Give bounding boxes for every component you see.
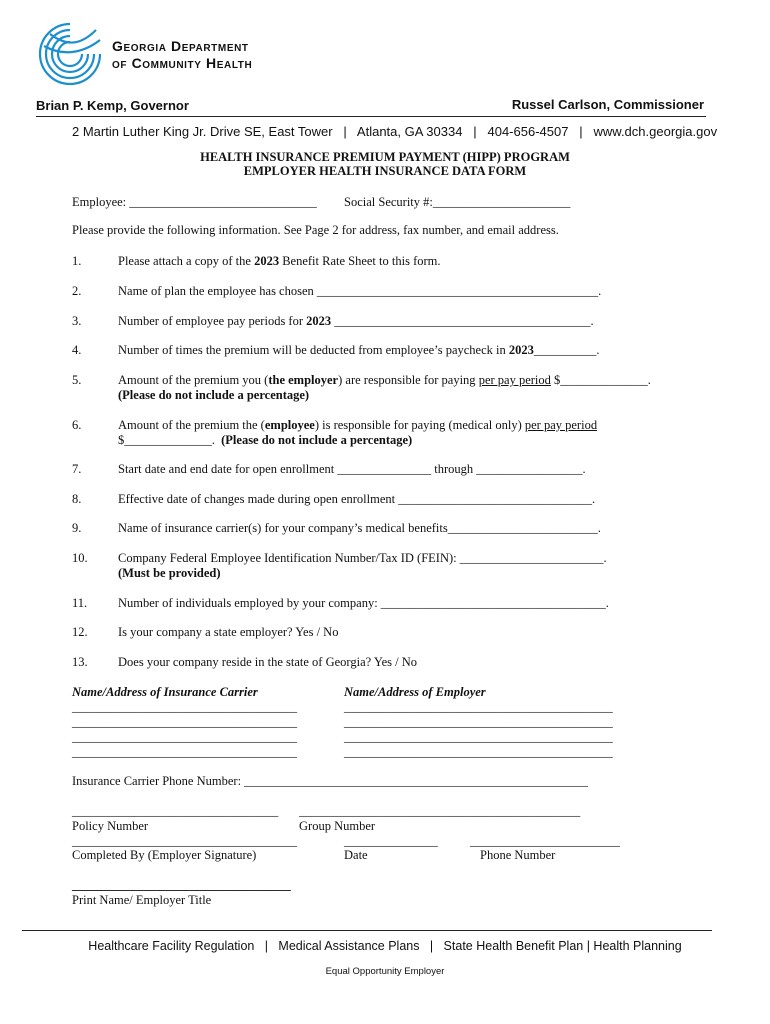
- item-number: 3.: [72, 314, 82, 328]
- policy-number-field[interactable]: _________________________________: [72, 804, 279, 818]
- print-name-label: Print Name/ Employer Title: [72, 893, 212, 907]
- date-field[interactable]: _______________: [344, 834, 438, 848]
- item-number: 2.: [72, 284, 82, 298]
- item-2-plan-name[interactable]: Name of plan the employee has chosen _____________________________________________.: [118, 284, 602, 298]
- employer-address-line[interactable]: ___________________________________________: [344, 715, 613, 729]
- item-1[interactable]: Please attach a copy of the 2023 Benefit Rate Sheet to this form.: [118, 254, 441, 268]
- item-number: 9.: [72, 521, 82, 535]
- item-number: 7.: [72, 462, 82, 476]
- item-13-georgia-resident[interactable]: Does your company reside in the state of Georgia? Yes / No: [118, 655, 418, 669]
- item-7-open-enrollment[interactable]: Start date and end date for open enrollment _______________ through _________________.: [118, 462, 586, 476]
- item-4-deductions[interactable]: Number of times the premium will be deducted from employee’s paycheck in 2023__________.: [118, 343, 600, 357]
- phone-label: Phone Number: [480, 848, 556, 862]
- footer-divider: [22, 930, 712, 931]
- group-number-field[interactable]: _____________________________________________: [299, 804, 581, 818]
- item-8-effective-date[interactable]: Effective date of changes made during open enrollment _______________________________.: [118, 492, 596, 506]
- item-5-note: (Please do not include a percentage): [118, 388, 310, 402]
- item-9-carrier-names[interactable]: Name of insurance carrier(s) for your company’s medical benefits________________________.: [118, 521, 601, 535]
- form-title-form: EMPLOYER HEALTH INSURANCE DATA FORM: [243, 164, 527, 178]
- form-title-program: HEALTH INSURANCE PREMIUM PAYMENT (HIPP) PROGRAM: [200, 150, 570, 164]
- policy-number-label: Policy Number: [72, 819, 149, 833]
- date-label: Date: [344, 848, 368, 862]
- commissioner-name: Russel Carlson, Commissioner: [511, 97, 704, 112]
- phone-field[interactable]: ________________________: [470, 834, 620, 848]
- employee-field[interactable]: Employee: ______________________________: [72, 195, 317, 209]
- ssn-field[interactable]: Social Security #:______________________: [344, 195, 571, 209]
- item-number: 8.: [72, 492, 82, 506]
- item-number: 6.: [72, 418, 82, 432]
- item-number: 5.: [72, 373, 82, 387]
- item-number: 13.: [72, 655, 88, 669]
- item-3-pay-periods[interactable]: Number of employee pay periods for 2023 _________________________________________.: [118, 314, 594, 328]
- agency-name-line2: of Community Health: [112, 55, 253, 71]
- carrier-address-line[interactable]: ____________________________________: [72, 730, 297, 744]
- agency-name-line1: Georgia Department: [112, 38, 249, 54]
- instructions: Please provide the following information. See Page 2 for address, fax number, and email address.: [72, 223, 559, 237]
- item-6-employee-premium[interactable]: Amount of the premium the (employee) is responsible for paying (medical only) per pay period: [118, 418, 598, 432]
- item-number: 12.: [72, 625, 88, 639]
- item-number: 11.: [72, 596, 88, 610]
- footer-programs: Healthcare Facility Regulation | Medical Assistance Plans | State Health Benefit Plan | Health Planning: [88, 939, 682, 953]
- signature-field[interactable]: ____________________________________: [72, 834, 297, 848]
- item-6-amount[interactable]: $______________. (Please do not include a percentage): [118, 433, 413, 447]
- carrier-address-line[interactable]: ____________________________________: [72, 700, 297, 714]
- item-12-state-employer[interactable]: Is your company a state employer? Yes / No: [118, 625, 339, 639]
- employer-address-line[interactable]: ___________________________________________: [344, 745, 613, 759]
- item-number: 10.: [72, 551, 88, 565]
- agency-address: 2 Martin Luther King Jr. Drive SE, East Tower | Atlanta, GA 30334 | 404-656-4507 | www.dch.georgia.gov: [72, 124, 718, 139]
- item-10-fein[interactable]: Company Federal Employee Identification Number/Tax ID (FEIN): _______________________.: [118, 551, 607, 565]
- item-number: 4.: [72, 343, 82, 357]
- item-10-note: (Must be provided): [118, 566, 221, 580]
- carrier-address-line[interactable]: ____________________________________: [72, 715, 297, 729]
- equal-opportunity-employer: Equal Opportunity Employer: [325, 966, 445, 977]
- carrier-phone-field[interactable]: Insurance Carrier Phone Number: _______________________________________________________: [72, 774, 588, 788]
- print-name-field[interactable]: ___________________________________: [72, 878, 291, 892]
- carrier-address-line[interactable]: ____________________________________: [72, 745, 297, 759]
- item-11-employee-count[interactable]: Number of individuals employed by your company: ____________________________________.: [118, 596, 609, 610]
- employer-address-line[interactable]: ___________________________________________: [344, 700, 613, 714]
- group-number-label: Group Number: [299, 819, 376, 833]
- carrier-address-heading: Name/Address of Insurance Carrier: [72, 685, 258, 699]
- item-5-employer-premium[interactable]: Amount of the premium you (the employer) are responsible for paying per pay period $______________.: [118, 373, 651, 387]
- employer-address-line[interactable]: ___________________________________________: [344, 730, 613, 744]
- dch-logo-icon: [36, 20, 104, 88]
- header-divider: [36, 116, 706, 117]
- item-number: 1.: [72, 254, 82, 268]
- governor-name: Brian P. Kemp, Governor: [36, 98, 189, 113]
- employer-address-heading: Name/Address of Employer: [344, 685, 486, 699]
- signature-label: Completed By (Employer Signature): [72, 848, 257, 862]
